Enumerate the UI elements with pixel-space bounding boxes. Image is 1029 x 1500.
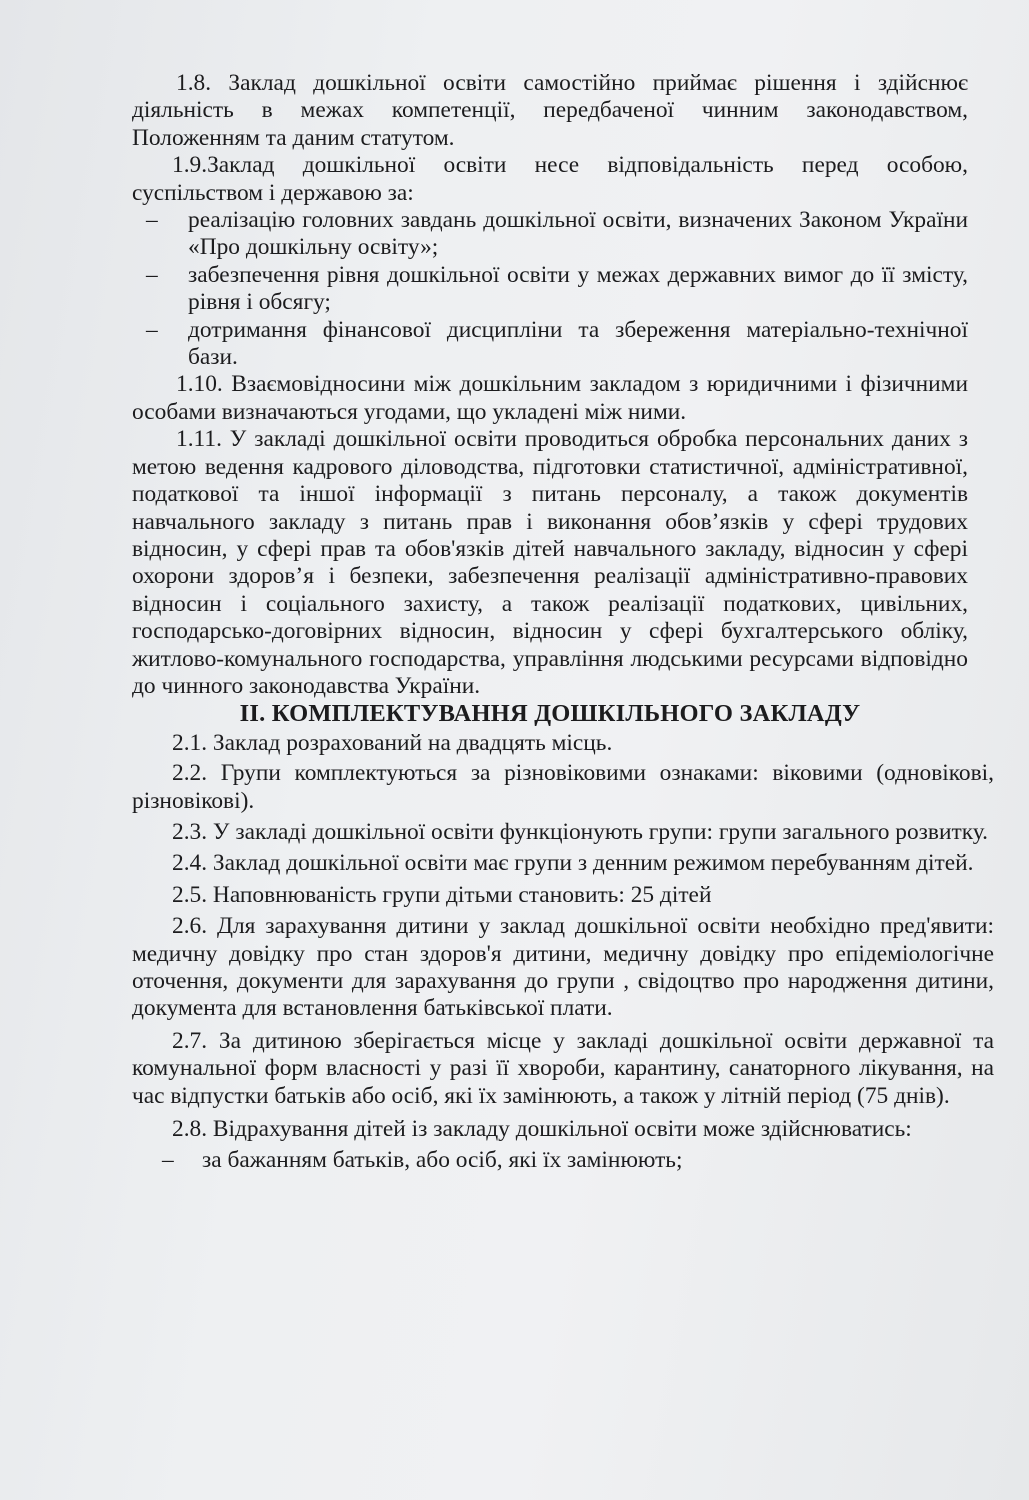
list-item bbox=[132, 207, 968, 262]
dash-marker: – bbox=[146, 207, 158, 234]
paragraph-2-8: 2.8. Відрахування дітей із закладу дошкільної освіти може здійснюватись: bbox=[172, 1116, 912, 1143]
paragraph-2-6: 2.6. Для зарахування дитини у заклад дошкільної освіти необхідно пред'явити: медичну довідку про стан здоров'я дитини, медичну довідку про епідеміологічне оточення, документи для зарахування до групи , свідоцтво про народження дитини, документа для встановлення батьківської плати. bbox=[132, 913, 994, 1022]
paragraph-1-10: 1.10. Взаємовідносини між дошкільним закладом з юридичними і фізичними особами визначаються угодами, що укладені між ними. bbox=[132, 371, 968, 425]
paragraph-2-7: 2.7. За дитиною зберігається місце у закладі дошкільної освіти державної та комунальної форм власності у разі її хвороби, карантину, санаторного лікування, на час відпустки батьків або осіб, які їх замінюють, а також у літній період (75 днів). bbox=[132, 1027, 994, 1109]
section-2-body bbox=[132, 730, 994, 1175]
paragraph-1-9: 1.9.Заклад дошкільної освіти несе відповідальність перед особою, суспільством і державою за: bbox=[132, 152, 968, 206]
list-item-text: за бажанням батьків, або осіб, які їх замінюють; bbox=[202, 1147, 683, 1174]
paragraph-1-8: 1.8. Заклад дошкільної освіти самостійно приймає рішення і здійснює діяльність в межах компетенції, передбаченої чинним законодавством, Положенням та даним статутом. bbox=[132, 70, 968, 151]
paragraph-2-3: 2.3. У закладі дошкільної освіти функціонують групи: групи загального розвитку. bbox=[172, 818, 988, 845]
document-body bbox=[132, 70, 994, 1175]
dash-marker: – bbox=[162, 1147, 174, 1174]
list-item-text: дотримання фінансової дисципліни та збереження матеріально-технічної бази. bbox=[188, 316, 968, 371]
list-item bbox=[132, 1147, 994, 1174]
paragraph-2-4: 2.4. Заклад дошкільної освіти має групи з денним режимом перебуванням дітей. bbox=[172, 850, 974, 877]
list-item-text: забезпечення рівня дошкільної освіти у межах державних вимог до її змісту, рівня і обсягу; bbox=[188, 261, 968, 316]
paragraph-2-5: 2.5. Наповнюваність групи дітьми становить: 25 дітей bbox=[172, 881, 712, 908]
dash-marker: – bbox=[146, 316, 158, 343]
list-item bbox=[132, 317, 968, 372]
list-item-text: реалізацію головних завдань дошкільної освіти, визначених Законом України «Про дошкільну освіту»; bbox=[188, 207, 968, 261]
section-heading: ІІ. КОМПЛЕКТУВАННЯ ДОШКІЛЬНОГО ЗАКЛАДУ bbox=[239, 700, 861, 728]
dash-marker: – bbox=[146, 261, 158, 288]
paragraph-2-2: 2.2. Групи комплектуються за різновіковими ознаками: віковими (одновікові, різновікові). bbox=[132, 760, 994, 814]
list-item bbox=[132, 262, 968, 317]
paragraph-1-11: 1.11. У закладі дошкільної освіти проводиться обробка персональних даних з метою ведення кадрового діловодства, підготовки статистичної, адміністративної, податкової та іншої інформації з питань персоналу, а також документів навчального закладу з питань прав і виконання обов’язків у сфері трудових відносин, у сфері прав та обов'язків дітей навчального закладу, відносин у сфері охорони здоров’я і безпеки, забезпечення реалізації адміністративно-правових відносин і соціального захисту, а також реалізації податкових, цивільних, господарсько-договірних відносин, відносин у сфері бухгалтерського обліку, житлово-комунального господарства, управління людськими ресурсами відповідно до чинного законодавства України. bbox=[132, 426, 968, 699]
paragraph-2-1: 2.1. Заклад розрахований на двадцять місць. bbox=[172, 729, 613, 756]
